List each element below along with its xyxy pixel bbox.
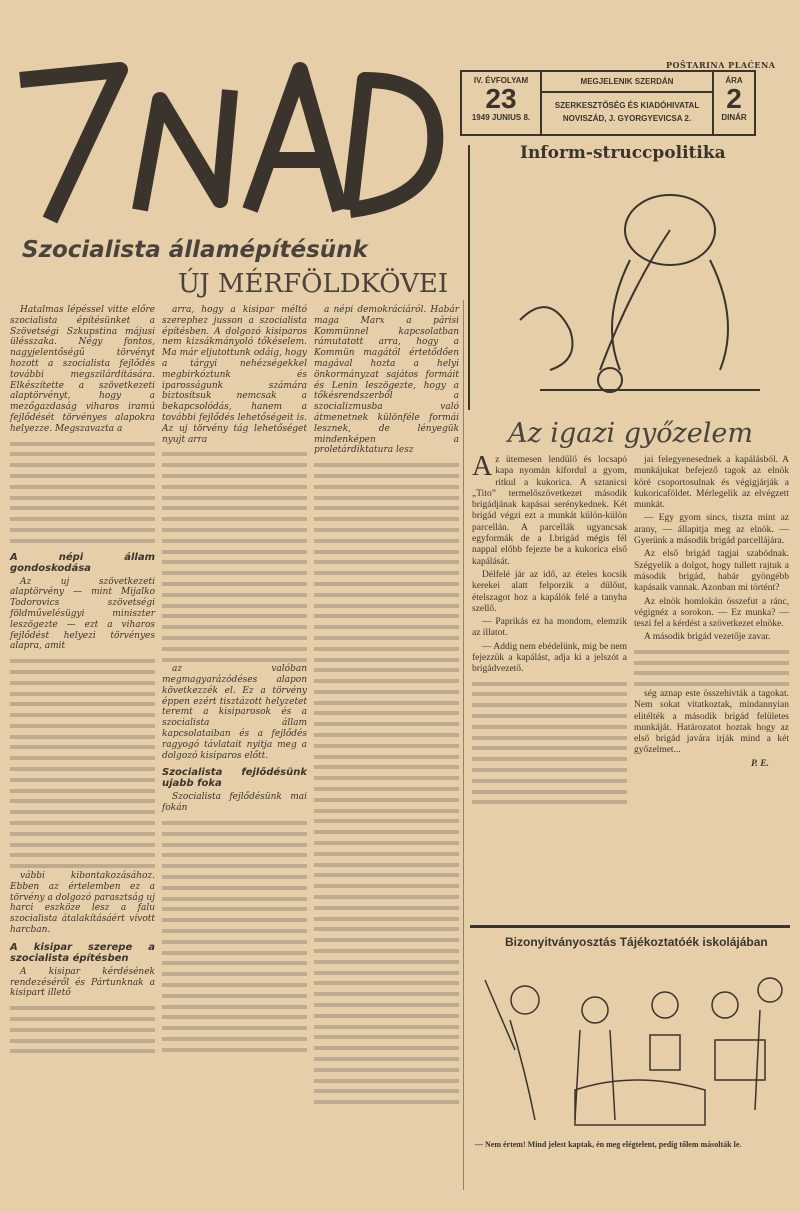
paragraph: az valóban megmagyarázódéses alapon következzék el. Ez a törvény éppen ezért tisztázott helyzetet teremt a kisiparosok és a szocialista állam kapcsolataiban és a fejlődés ragyogó távlatait nyitja meg a dolgozó kisiparos előtt.: [162, 664, 307, 761]
paragraph: Az első brigád tagjai szabódnak. Szégyelik a dolgot, hogy tullett rajtuk a második brigád, habár gyöngébb kapásaik vannak. Azonban mi történt?: [634, 549, 789, 594]
paragraph: Hatalmas lépéssel vitte előre szocialista építésünket a Szövetségi Szkupstina májusi ülésszaka. Négy fontos, nagyjelentőségű törvényt hozott a szocialista fejlődés további megszilárdítására. Elkészítette a szövetkezeti alaptörvényt, hogy a mezőgazdaság viharos iramú fejlődését törvényes alapokra helyezze. Megszavazta a: [10, 305, 155, 434]
paragraph: a népi demokráciáról. Habár maga Marx a párisi Kommünnel kapcsolatban rámutatott arra, hogy a Kommün magától értetődően magával hozta a helyi önkormányzat sajátos formáit és Lenin leszögezte, hogy a tőkésrendszerből a szocializmusba való átmenetnek különféle formái lesznek, de lényegük mindenképen a proletárdiktatura lesz: [314, 305, 459, 456]
paragraph: ség aznap este összehivták a tagokat. Nem sokat vitatkoztak, mindannyian elitélték a második brigád felületes munkáját. Határozatot hoztak hogy az első brigád javára irják mind a két győzelmet...: [634, 688, 789, 756]
paragraph: A második brigád vezetője zavar.: [644, 632, 771, 643]
lead-column-2: [162, 305, 307, 1055]
paragraph: vábbi kibontakozásához. Ebben az értelemben ez a törvény a dolgozó parasztság uj harci eszköze lesz a falu szocialista átalakításáért vívott harcban.: [10, 871, 155, 936]
paragraph: z ütemesen lendülő és locsapó kapa nyomán kifordul a gyom, ritkul a kukorica. A sztanicsi „Tito” termelőszövetkezet második brigádjának kapásai serénykednek. Két brigád végzi ezt a munkát külön-külön parcellán. A parcellák ugyancsak egyformák de a I.brigád mégis fél nappal előbb fejezte be a kukorica első kapálását.: [472, 455, 627, 567]
cartoon-title: Inform-struccpolitika: [520, 143, 726, 163]
paragraph: Délfelé jár az idő, az ételes kocsik kerekei alatt felporzik a dűlőut, ételszagot hoz a kapálók felé a tanyha szellő.: [472, 569, 627, 614]
issue-number: 23: [485, 83, 517, 114]
author-signature: P. E.: [750, 758, 769, 769]
address: NOVISZÁD, J. GYORGYEVICSA 2.: [562, 114, 692, 123]
paragraph: A kisipar kérdésének rendezéséről és Pártunknak a kisipart illető: [10, 966, 155, 999]
divider: [463, 300, 464, 1190]
side-column-1: [472, 451, 627, 807]
subheading: A népi állam gondoskodása: [10, 551, 155, 574]
lead-column-3: [314, 305, 459, 1107]
lead-headline: Szocialista államépítésünk: [22, 237, 368, 263]
paragraph: — Addig nem ebédelünk, mig be nem fejezzük a kapálást, adja ki a jelszót a brigádvezető.: [472, 641, 627, 675]
divider: [470, 925, 790, 928]
subheading: Szocialista fejlődésünk ujabb foka: [162, 767, 307, 790]
price-label: ÁRA: [725, 76, 743, 85]
paragraph: jai felegyenesednek a kapálásból. A munkájukat befejező tagok az elnök köré csoportosulnak és végigjárják a kukoricaföldet. Mérlegelik az elvégzett munkát.: [634, 455, 789, 511]
price: 2: [726, 83, 742, 114]
issue-date: 1949 JUNIUS 8.: [471, 113, 531, 122]
cartoon-caption: — Nem értem! Mind jelest kaptak, én meg elégtelent, pedig tőlem másolták le.: [475, 1140, 742, 1149]
paragraph: Szocialista fejlődésünk mai fokán: [162, 792, 307, 814]
frequency: MEGJELENIK SZERDÁN: [542, 72, 712, 93]
school-cartoon-illustration: [475, 960, 795, 1135]
masthead-box: [460, 70, 756, 136]
side-headline: Az igazi győzelem: [508, 418, 753, 449]
ostrich-cartoon-illustration: [480, 170, 780, 410]
side-column-2: [634, 455, 789, 770]
volume: IV. ÉVFOLYAM: [473, 76, 529, 85]
paragraph: — Paprikás ez ha mondom, elemzik az illatot.: [472, 617, 627, 639]
subheading: A kisipar szerepe a szocialista építésben: [10, 941, 155, 964]
office: SZERKESZTŐSÉG ÉS KIADÓHIVATAL: [554, 101, 700, 110]
drop-cap: A: [472, 451, 493, 482]
paragraph: Az elnök homlokán összefut a ránc, végignéz a sorokon. — Ez munka? — teszi fel a kérdést a szövetkezet elnöke.: [634, 596, 789, 630]
lead-subheadline: ÚJ MÉRFÖLDKÖVEI: [178, 269, 449, 299]
divider: [468, 145, 470, 410]
postage-note: POŠTARINA PLAĆENA: [666, 60, 776, 70]
lead-column-1: [10, 305, 155, 1056]
newspaper-logo: [10, 40, 450, 230]
paragraph: — Egy gyom sincs, tiszta mint az arany, — állapitja meg az elnök. — Gyerünk a második brigád parcellájára.: [634, 513, 789, 547]
paragraph: Az uj szövetkezeti alaptörvény — mint Mijalko Todorovics szövetségi földművelésügyi miniszter leszögezte — ezt a viharos fejlődést helyezi törvényes alapra, amit: [10, 576, 155, 652]
paragraph: arra, hogy a kisipar méltó szerephez jusson a szocialista építésben. A dolgozó kisiparos nem kizsákmányoló tőkéselem. Ma már eljutottunk odáig, hogy a tárgyi nehézségekkel megbirkóztunk és iparosságunk számára biztosítsuk nemcsak a bekapcsolódás, hanem a további fejlődés lehetőségeit is. Az uj törvény tág lehetőséget nyujt arra: [162, 305, 307, 445]
currency: DINÁR: [721, 113, 747, 122]
cartoon-title: Bizonyitványosztás Tájékoztatóék iskolájában: [505, 935, 768, 949]
